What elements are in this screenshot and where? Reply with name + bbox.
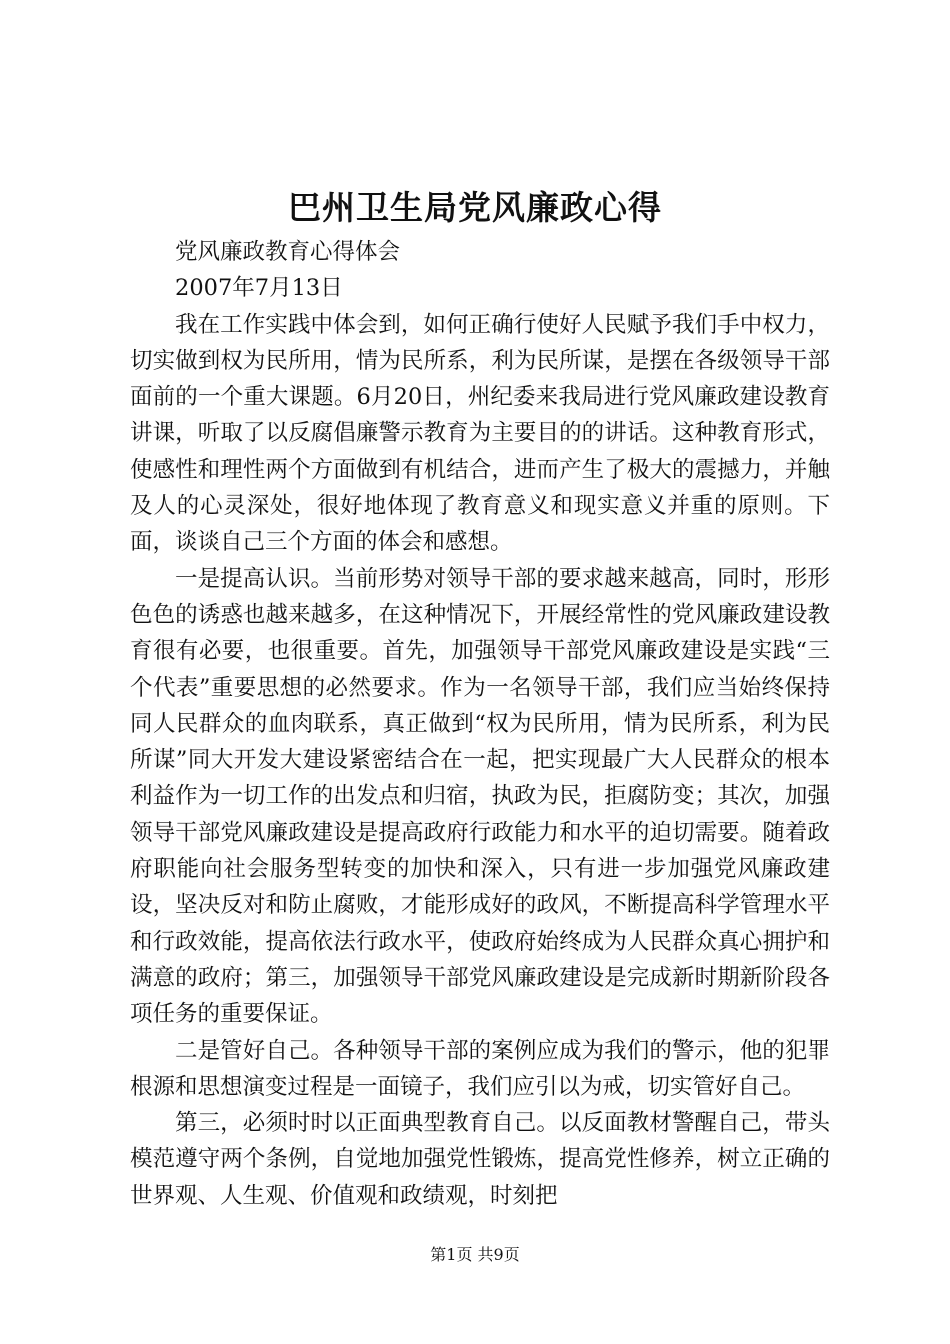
document-title: 巴州卫生局党风廉政心得 xyxy=(288,188,662,227)
subtitle-line: 党风廉政教育心得体会 xyxy=(175,239,401,265)
page-number-footer: 第1页 共9页 xyxy=(430,1245,520,1264)
paragraph-point-two: 二是管好自己。各种领导干部的案例应成为我们的警示，他的犯罪根源和思想演变过程是一面镜子，我们应引以为戒，切实管好自己。 xyxy=(130,1037,830,1100)
date-line: 2007年7月13日 xyxy=(175,275,343,302)
paragraph-point-three: 第三，必须时时以正面典型教育自己。以反面教材警醒自己，带头模范遵守两个条例，自觉地加强党性锻炼，提高党性修养，树立正确的世界观、人生观、价值观和政绩观，时刻把 xyxy=(130,1110,830,1209)
paragraph-point-one: 一是提高认识。当前形势对领导干部的要求越来越高，同时，形形色色的诱惑也越来越多，在这种情况下，开展经常性的党风廉政建设教育很有必要，也很重要。首先，加强领导干部党风廉政建设是实践“三个代表”重要思想的必然要求。作为一名领导干部，我们应当始终保持同人民群众的血肉联系，真正做到“权为民所用，情为民所系，利为民所谋”同大开发大建设紧密结合在一起，把实现最广大人民群众的根本利益作为一切工作的出发点和归宿，执政为民，拒腐防变；其次，加强领导干部党风廉政建设是提高政府行政能力和水平的迫切需要。随着政府职能向社会服务型转变的加快和深入，只有进一步加强党风廉政建设，坚决反对和防止腐败，才能形成好的政风，不断提高科学管理水平和行政效能，提高依法行政水平，使政府始终成为人民群众真心拥护和满意的政府；第三，加强领导干部党风廉政建设是完成新时期新阶段各项任务的重要保证。 xyxy=(130,565,830,1028)
document-body xyxy=(130,234,830,1214)
paragraph-intro: 我在工作实践中体会到，如何正确行使好人民赋予我们手中权力，切实做到权为民所用，情为民所系，利为民所谋，是摆在各级领导干部面前的一个重大课题。6月20日，州纪委来我局进行党风廉政建设教育讲课，听取了以反腐倡廉警示教育为主要目的的讲话。这种教育形式，使感性和理性两个方面做到有机结合，进而产生了极大的震撼力，并触及人的心灵深处，很好地体现了教育意义和现实意义并重的原则。下面，谈谈自己三个方面的体会和感想。 xyxy=(130,311,830,556)
